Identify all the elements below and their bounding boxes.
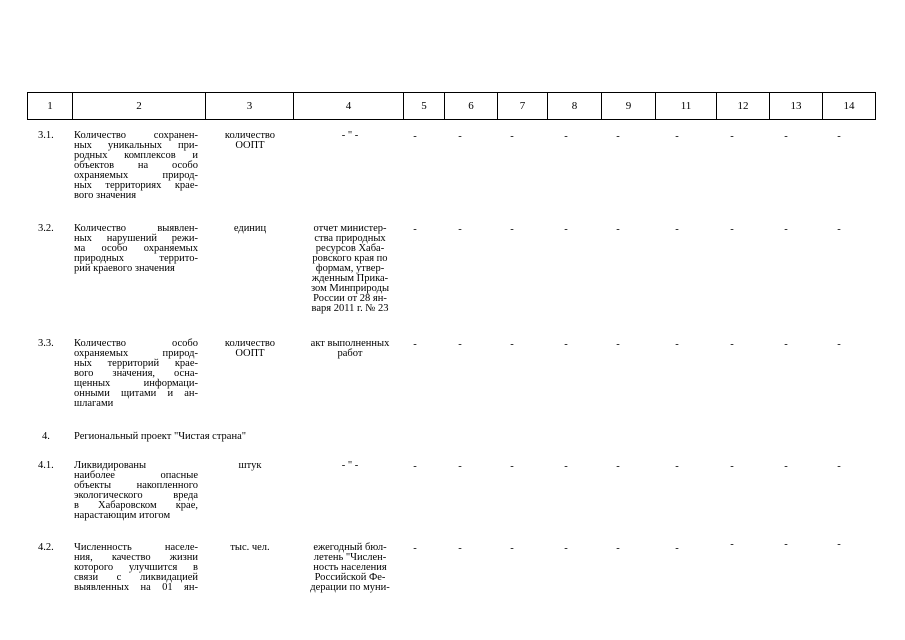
text-line: наиболее опасные — [74, 470, 198, 481]
value-cell: - — [837, 461, 841, 472]
source-line: жденным Прика- — [311, 273, 389, 284]
header-col-9: 9 — [602, 93, 656, 119]
value-cell: - — [837, 131, 841, 142]
row-number: 3.1. — [38, 130, 54, 141]
source-line: ежегодный бюл- — [313, 542, 387, 553]
header-col-6: 6 — [445, 93, 498, 119]
value-cell: - — [510, 131, 514, 142]
row-number: 4.1. — [38, 460, 54, 471]
value-cell: - — [675, 461, 679, 472]
value-cell: - — [413, 224, 417, 235]
text-line: ных территориях крае- — [74, 180, 198, 191]
text-line: родных комплексов и — [74, 150, 198, 161]
value-cell: - — [458, 339, 462, 350]
header-col-11: 11 — [656, 93, 717, 119]
value-cell: - — [675, 543, 679, 554]
value-cell: - — [458, 131, 462, 142]
table-header-row — [27, 92, 876, 120]
text-line: шлагами — [74, 398, 114, 409]
text-line: Количество сохранен- — [74, 130, 198, 141]
text-line: ных нарушений режи- — [74, 233, 198, 244]
value-cell: - — [730, 224, 734, 235]
source-line: отчет министер- — [313, 223, 387, 234]
value-cell: - — [616, 461, 620, 472]
text-line: охраняемых природ- — [74, 348, 198, 359]
value-cell: - — [730, 461, 734, 472]
row-number: 4.2. — [38, 542, 54, 553]
header-col-14: 14 — [843, 100, 855, 112]
value-cell: - — [675, 224, 679, 235]
value-cell: - — [730, 339, 734, 350]
unit-line: единиц — [233, 223, 267, 234]
value-cell: - — [730, 539, 734, 550]
text-line: щенных информаци- — [74, 378, 198, 389]
text-line: ных территорий крае- — [74, 358, 198, 369]
header-col-1: 1 — [28, 93, 73, 119]
source-line: ресурсов Хаба- — [315, 243, 385, 254]
text-line: связи с ликвидацией — [74, 572, 198, 583]
value-cell: - — [413, 461, 417, 472]
value-cell: - — [616, 339, 620, 350]
text-line: нарастающим итогом — [74, 510, 171, 521]
value-cell: - — [837, 339, 841, 350]
value-cell: - — [564, 224, 568, 235]
text-line: охраняемых природ- — [74, 170, 198, 181]
source-line: России от 28 ян- — [313, 293, 387, 304]
value-cell: - — [413, 339, 417, 350]
value-cell: - — [564, 543, 568, 554]
text-line: Ликвидированы — [74, 460, 147, 471]
text-line: Количество особо — [74, 338, 198, 349]
value-cell: - — [510, 543, 514, 554]
text-line: объекты накопленного — [74, 480, 198, 491]
text-line: в Хабаровском крае, — [74, 500, 198, 511]
unit-line: ООПТ — [235, 348, 265, 359]
value-cell: - — [784, 339, 788, 350]
text-line: экологического вреда — [74, 490, 198, 501]
value-cell: - — [730, 131, 734, 142]
header-col-5: 5 — [404, 93, 445, 119]
value-cell: - — [413, 543, 417, 554]
header-col-12: 12 — [717, 93, 770, 119]
value-cell: - — [458, 461, 462, 472]
header-col-3: 3 — [206, 93, 294, 119]
value-cell: - — [675, 131, 679, 142]
value-cell: - — [510, 461, 514, 472]
source-line: работ — [337, 348, 363, 359]
text-line: ния, качество жизни — [74, 552, 198, 563]
value-cell: - — [837, 224, 841, 235]
source-line: ность населения — [313, 562, 387, 573]
value-cell: - — [564, 339, 568, 350]
header-col-8: 8 — [548, 93, 602, 119]
value-cell: - — [784, 224, 788, 235]
header-col-7: 7 — [498, 93, 548, 119]
text-line: выявленных на 01 ян- — [74, 582, 198, 593]
value-cell: - — [784, 461, 788, 472]
text-line: онными щитами и ан- — [74, 388, 198, 399]
value-cell: - — [784, 131, 788, 142]
source-line: дерации по муни- — [310, 582, 390, 593]
source-line: зом Минприроды — [310, 283, 390, 294]
unit-line: тыс. чел. — [230, 542, 270, 553]
text-line: вого значения — [74, 190, 137, 201]
source-line: - " - — [341, 460, 359, 471]
header-col-4: 4 — [294, 93, 404, 119]
value-cell: - — [616, 224, 620, 235]
unit-line: штук — [238, 460, 262, 471]
row-number: 3.2. — [38, 223, 54, 234]
value-cell: - — [784, 539, 788, 550]
text-line: природных террито- — [74, 253, 198, 264]
source-line: ровского края по — [312, 253, 388, 264]
value-cell: - — [510, 339, 514, 350]
value-cell: - — [458, 543, 462, 554]
value-cell: - — [616, 543, 620, 554]
value-cell: - — [564, 131, 568, 142]
unit-line: количество — [224, 130, 276, 141]
source-line: Российской Фе- — [314, 572, 386, 583]
value-cell: - — [616, 131, 620, 142]
text-line: объектов на особо — [74, 160, 198, 171]
text-line: ма особо охраняемых — [74, 243, 198, 254]
text-line: Численность населе- — [74, 542, 198, 553]
source-line: летень "Числен- — [313, 552, 387, 563]
value-cell: - — [458, 224, 462, 235]
unit-line: ООПТ — [235, 140, 265, 151]
source-line: - " - — [341, 130, 359, 141]
value-cell: - — [564, 461, 568, 472]
text-line: которого улучшится в — [74, 562, 198, 573]
source-line: акт выполненных — [310, 338, 390, 349]
source-line: ства природных — [314, 233, 386, 244]
text-line: Количество выявлен- — [74, 223, 198, 234]
value-cell: - — [510, 224, 514, 235]
text-line: вого значения, осна- — [74, 368, 198, 379]
source-line: формам, утвер- — [315, 263, 385, 274]
section-number: 4. — [42, 431, 50, 442]
section-title: Региональный проект "Чистая страна" — [74, 431, 247, 442]
header-col-2: 2 — [73, 93, 206, 119]
value-cell: - — [675, 339, 679, 350]
value-cell: - — [837, 539, 841, 550]
source-line: варя 2011 г. № 23 — [311, 303, 389, 314]
row-number: 3.3. — [38, 338, 54, 349]
text-line: ных уникальных при- — [74, 140, 198, 151]
unit-line: количество — [224, 338, 276, 349]
value-cell: - — [413, 131, 417, 142]
header-col-13: 13 — [770, 93, 823, 119]
text-line: рий краевого значения — [74, 263, 175, 274]
